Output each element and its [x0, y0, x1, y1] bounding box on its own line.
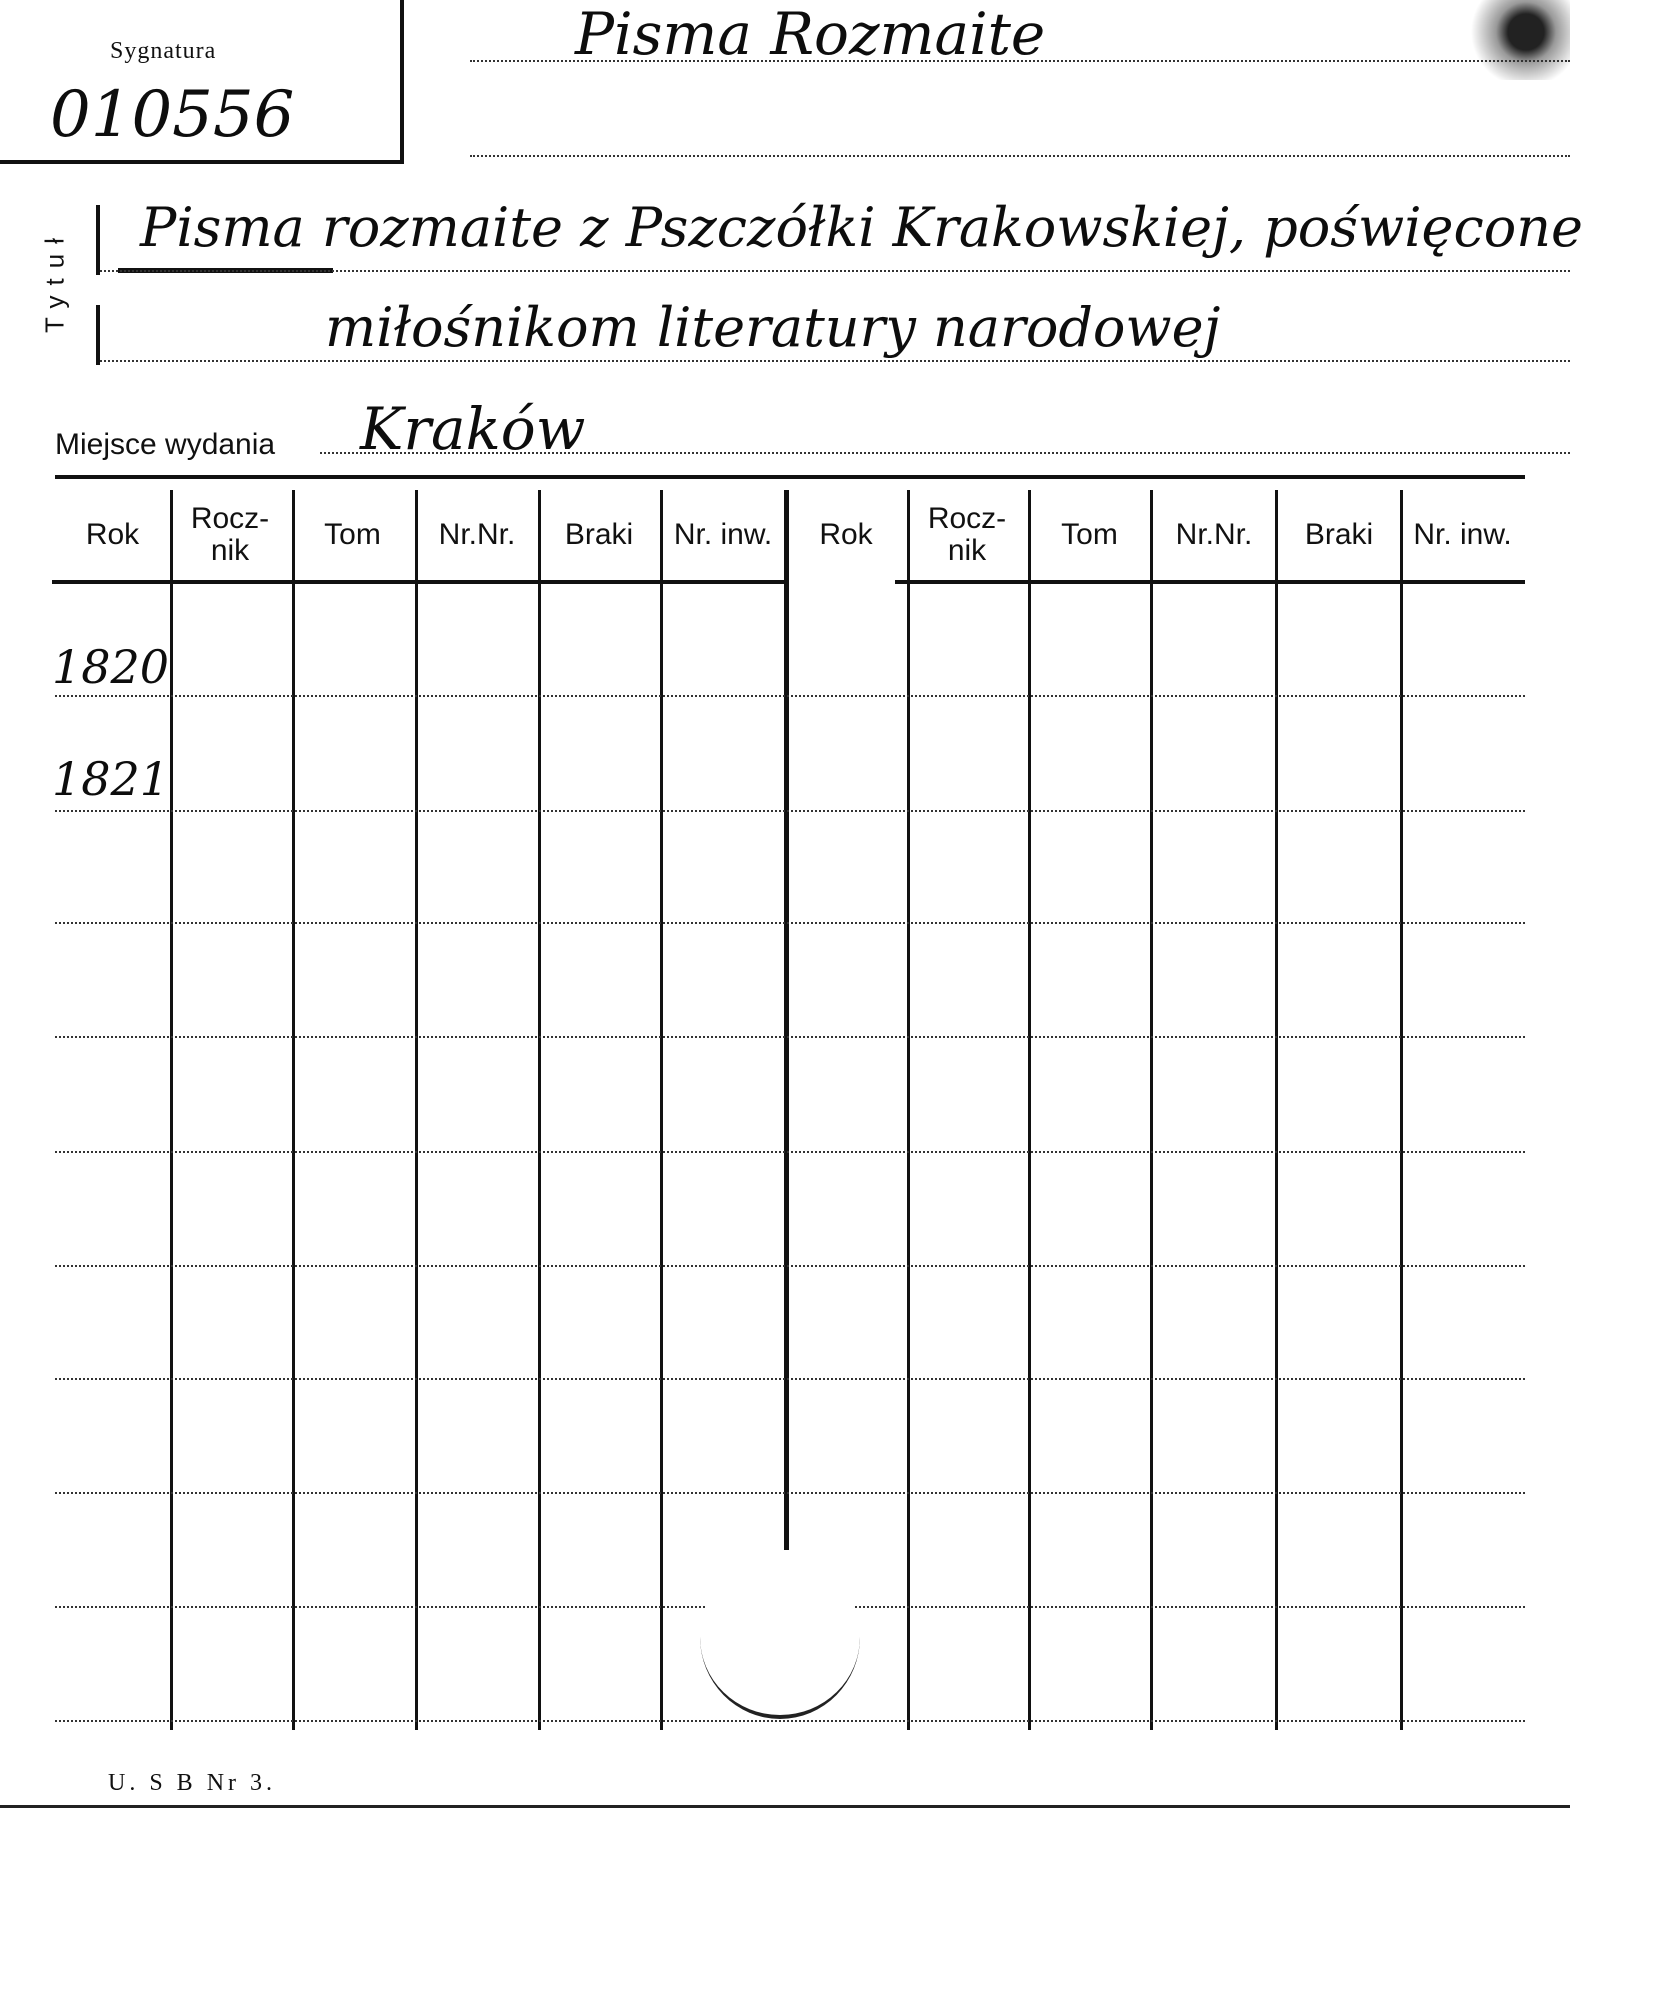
table-row-line	[55, 1265, 1525, 1267]
col-divider	[292, 490, 295, 1730]
col-nrnr-2: Nr.Nr.	[1175, 518, 1253, 551]
col-tom-1: Tom	[324, 518, 381, 551]
col-divider	[1150, 490, 1153, 1730]
header-rule-left	[52, 580, 787, 584]
table-row-line	[55, 1492, 1525, 1494]
header-rule-right	[895, 580, 1525, 584]
col-divider	[170, 490, 173, 1730]
title-tick-1	[96, 205, 100, 275]
year-entry-1820: 1820	[52, 640, 170, 694]
col-nrnr-1: Nr.Nr.	[438, 518, 516, 551]
title-dotted-line-2	[100, 360, 1570, 362]
year-entry-1821: 1821	[52, 752, 170, 806]
signature-value: 010556	[50, 78, 295, 152]
col-tom-2: Tom	[1061, 518, 1118, 551]
heading-dotted-line	[470, 60, 1570, 62]
table-row-line	[55, 1036, 1525, 1038]
col-braki-2: Braki	[1304, 518, 1374, 551]
ink-stamp	[1460, 0, 1570, 80]
table-top-rule	[55, 475, 1525, 479]
table-row-line	[55, 810, 1525, 812]
col-divider	[1275, 490, 1278, 1730]
title-line-1: Pisma rozmaite z Pszczółki Krakowskiej, poświęcone	[140, 196, 1583, 259]
title-line-2: miłośnikom literatury narodowej	[325, 296, 1221, 359]
col-rocznik-2: Rocz-nik	[927, 502, 1007, 567]
col-divider	[660, 490, 663, 1730]
col-rok-2: Rok	[819, 518, 873, 551]
table-row-line	[55, 1378, 1525, 1380]
place-dotted-line	[320, 452, 1570, 454]
col-rok-1: Rok	[85, 518, 140, 551]
col-braki-1: Braki	[564, 518, 634, 551]
title-tick-2	[96, 305, 100, 365]
heading-dotted-line-2	[470, 155, 1570, 157]
col-divider	[415, 490, 418, 1730]
table-row-line	[55, 695, 1525, 697]
col-rocznik-1: Rocz-nik	[190, 502, 270, 567]
table-row-line	[55, 922, 1525, 924]
col-divider	[1400, 490, 1403, 1730]
heading: Pisma Rozmaite	[575, 0, 1046, 68]
title-label: Tytuł	[39, 228, 70, 333]
table-row-line	[55, 1151, 1525, 1153]
footer-code: U. S B Nr 3.	[108, 1770, 277, 1796]
col-divider	[538, 490, 541, 1730]
table-row-line	[55, 1720, 1525, 1722]
signature-label: Sygnatura	[110, 38, 217, 64]
bottom-rule	[0, 1805, 1570, 1808]
place-label: Miejsce wydania	[55, 428, 276, 461]
title-dotted-line-1	[100, 270, 1570, 272]
col-divider-center	[784, 490, 789, 1550]
col-divider	[907, 490, 910, 1730]
punch-hole	[700, 1555, 860, 1719]
col-divider	[1028, 490, 1031, 1730]
col-nrinw-1: Nr. inw.	[673, 518, 773, 551]
col-nrinw-2: Nr. inw.	[1413, 518, 1512, 551]
place-value: Kraków	[360, 395, 586, 463]
